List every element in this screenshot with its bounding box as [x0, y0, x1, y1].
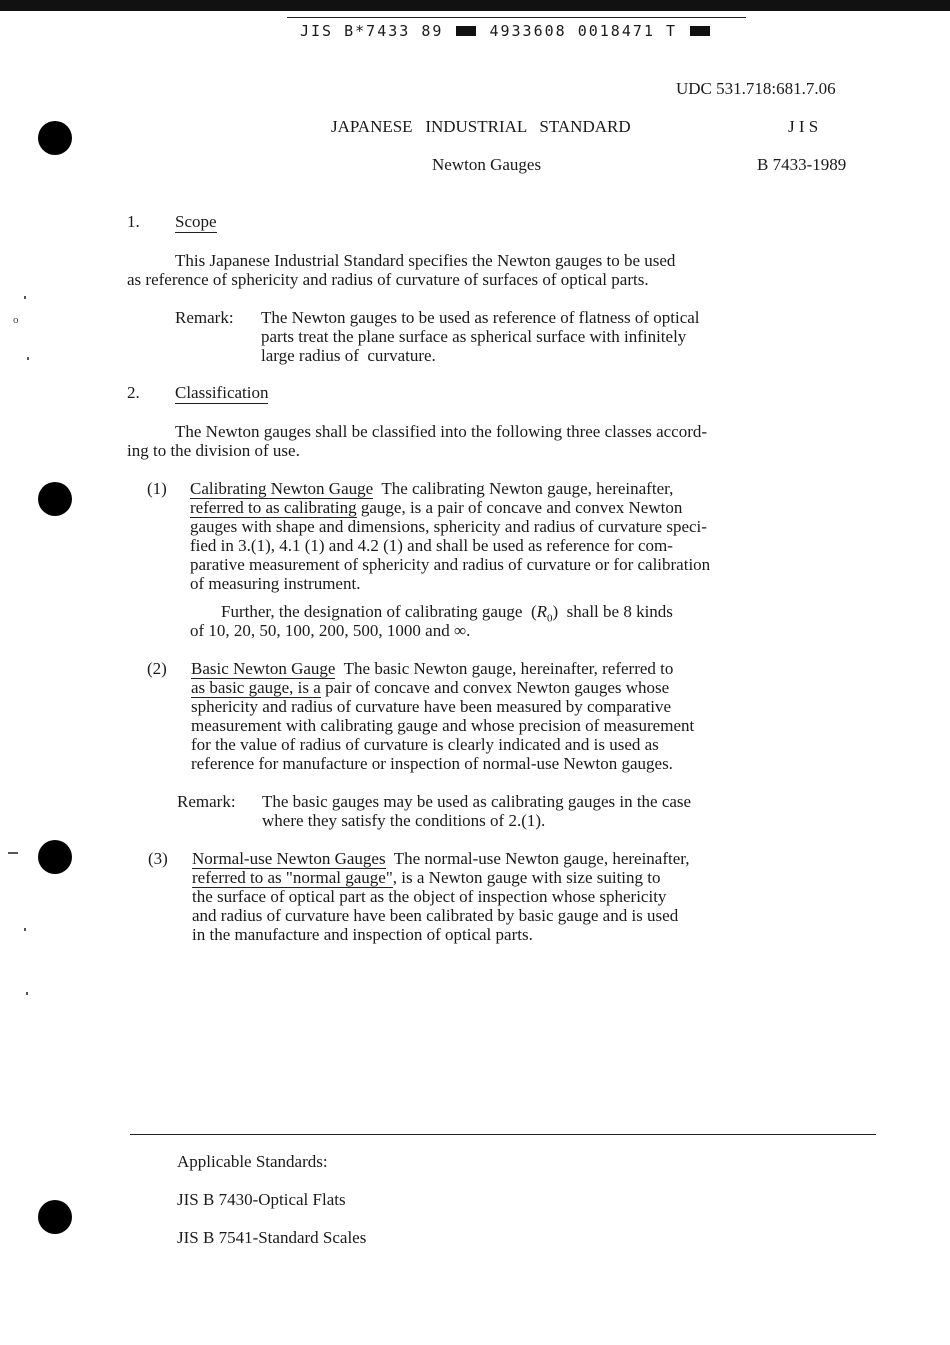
- item-number: (1): [147, 479, 167, 498]
- section-heading-scope: Scope: [175, 212, 217, 231]
- redaction-block: [690, 26, 710, 36]
- remark-label: Remark:: [175, 308, 234, 327]
- item-3-second-underlined: referred to as "normal gauge": [192, 868, 393, 887]
- code-part-2: 4933608 0018471 T: [489, 22, 677, 40]
- item-2-line: for the value of radius of curvature is clearly indicated and is used as: [191, 735, 659, 754]
- r0-subscript: 0: [547, 612, 553, 625]
- document-number: B 7433-1989: [757, 155, 847, 174]
- remark-line: large radius of curvature.: [261, 346, 436, 365]
- item-1-line: of measuring instrument.: [190, 574, 361, 593]
- scope-line-2: as reference of sphericity and radius of curvature of surfaces of optical parts.: [127, 270, 649, 289]
- scan-mark: o: [13, 314, 19, 326]
- item-1-second-line: [190, 498, 682, 517]
- punch-hole: [38, 121, 72, 155]
- item-1-second-underlined: referred to as calibrating: [190, 498, 357, 517]
- classification-intro-line: ing to the division of use.: [127, 441, 300, 460]
- item-1-first-line: [190, 479, 673, 498]
- applicable-standards-heading: Applicable Standards:: [177, 1152, 328, 1171]
- remark-label: Remark:: [177, 792, 236, 811]
- item-3-term: Normal-use Newton Gauges: [192, 849, 386, 868]
- classification-intro-line: The Newton gauges shall be classified into the following three classes accord-: [175, 422, 708, 441]
- item-number: (3): [148, 849, 168, 868]
- footnote-rule: [130, 1134, 876, 1135]
- item-2-line: reference for manufacture or inspection of normal-use Newton gauges.: [191, 754, 673, 773]
- item-1-further-line-2: of 10, 20, 50, 100, 200, 500, 1000 and ∞.: [190, 621, 471, 640]
- code-part-1: JIS B*7433 89: [300, 22, 444, 40]
- item-3-first-line: [192, 849, 690, 868]
- section-number: 1.: [127, 212, 140, 231]
- scan-speck: [26, 992, 28, 995]
- item-3-line: in the manufacture and inspection of optical parts.: [192, 925, 533, 944]
- udc-number: UDC 531.718:681.7.06: [676, 79, 836, 98]
- punch-hole: [38, 840, 72, 874]
- item-3-line: and radius of curvature have been calibrated by basic gauge and is used: [192, 906, 679, 925]
- section-number: 2.: [127, 383, 140, 402]
- r0-symbol: R: [536, 602, 548, 621]
- header-rule: [287, 17, 746, 18]
- applicable-standard-item: JIS B 7541-Standard Scales: [177, 1228, 367, 1247]
- scan-speck: [8, 852, 18, 854]
- scan-speck: [24, 296, 26, 299]
- item-2-line: sphericity and radius of curvature have been measured by comparative: [191, 697, 672, 716]
- remark-line: where they satisfy the conditions of 2.(1).: [262, 811, 546, 830]
- item-3-line: the surface of optical part as the object of inspection whose sphericity: [192, 887, 667, 906]
- item-1-line: gauges with shape and dimensions, sphericity and radius of curvature speci-: [190, 517, 707, 536]
- scan-speck: [24, 928, 26, 931]
- applicable-standard-item: JIS B 7430-Optical Flats: [177, 1190, 346, 1209]
- item-3-second-rest: , is a Newton gauge with size suiting to: [392, 868, 661, 887]
- remark-line: The basic gauges may be used as calibrating gauges in the case: [262, 792, 692, 811]
- item-3-first-rest: The normal-use Newton gauge, hereinafter,: [385, 849, 690, 868]
- remark-line: The Newton gauges to be used as reference of flatness of optical: [261, 308, 700, 327]
- item-2-second-rest: pair of concave and convex Newton gauges whose: [320, 678, 670, 697]
- item-3-second-line: [192, 868, 661, 887]
- further-text-a: Further, the designation of calibrating gauge (: [221, 602, 537, 621]
- further-text-b: ) shall be 8 kinds: [552, 602, 673, 621]
- scan-top-border: [0, 0, 950, 11]
- item-1-second-rest: gauge, is a pair of concave and convex Newton: [356, 498, 683, 517]
- item-number: (2): [147, 659, 167, 678]
- standard-organization-title: JAPANESE INDUSTRIAL STANDARD: [331, 117, 631, 136]
- scan-speck: [27, 357, 29, 360]
- jis-mark: J I S: [788, 117, 819, 136]
- redaction-block: [456, 26, 476, 36]
- document-title: Newton Gauges: [432, 155, 542, 174]
- item-1-line: parative measurement of sphericity and radius of curvature or for calibration: [190, 555, 711, 574]
- scope-line-1: This Japanese Industrial Standard specifies the Newton gauges to be used: [175, 251, 676, 270]
- item-1-term: Calibrating Newton Gauge: [190, 479, 374, 498]
- item-2-second-line: [191, 678, 669, 697]
- item-1-first-rest: The calibrating Newton gauge, hereinafter,: [373, 479, 674, 498]
- document-code-line: [300, 22, 712, 40]
- item-2-line: measurement with calibrating gauge and whose precision of measurement: [191, 716, 695, 735]
- item-2-first-line: [191, 659, 673, 678]
- punch-hole: [38, 482, 72, 516]
- item-1-line: fied in 3.(1), 4.1 (1) and 4.2 (1) and shall be used as reference for com-: [190, 536, 673, 555]
- item-2-second-underlined: as basic gauge, is a: [191, 678, 321, 697]
- item-2-term: Basic Newton Gauge: [191, 659, 336, 678]
- punch-hole: [38, 1200, 72, 1234]
- remark-line: parts treat the plane surface as spherical surface with infinitely: [261, 327, 687, 346]
- item-2-first-rest: The basic Newton gauge, hereinafter, referred to: [335, 659, 674, 678]
- section-heading-classification: Classification: [175, 383, 269, 402]
